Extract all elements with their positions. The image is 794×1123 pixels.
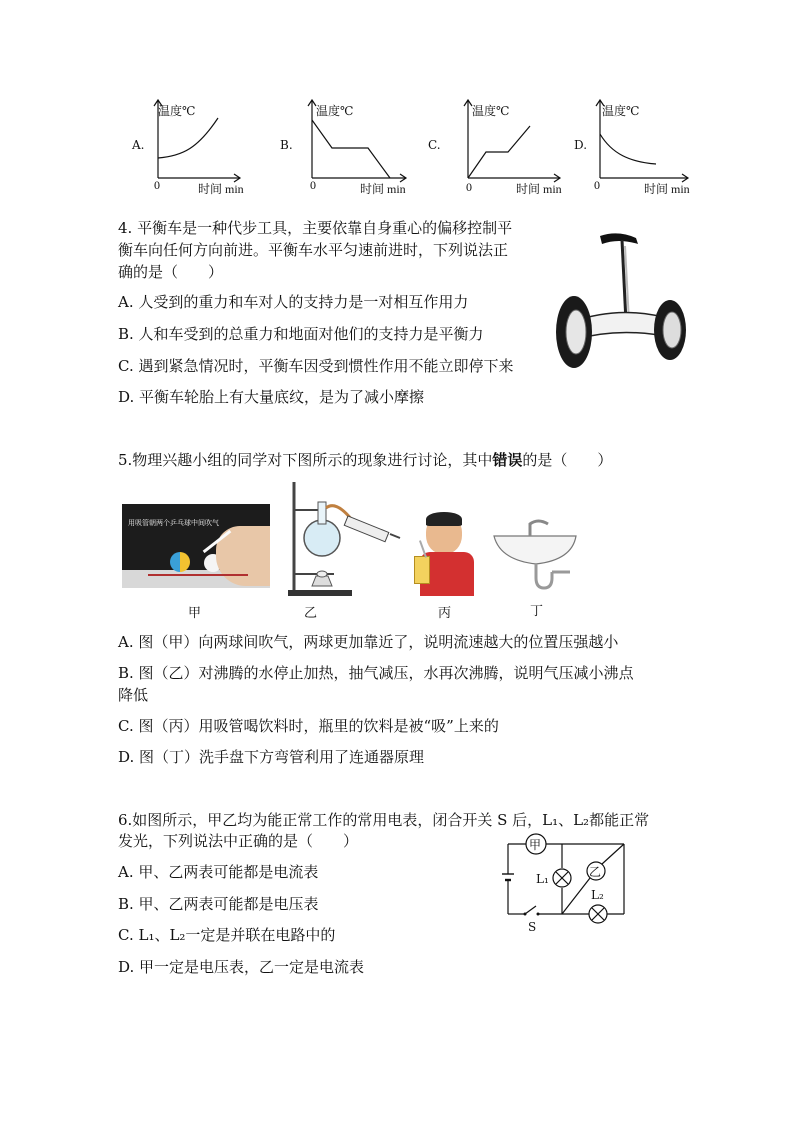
circuit-lamp2-label: L₂ xyxy=(591,888,604,902)
board-caption: 用吸管朝两个乒乓球中间吹气 xyxy=(128,519,219,527)
q6-option-b: B. 甲、乙两表可能都是电压表 xyxy=(118,895,319,913)
graph-origin-label: 0 xyxy=(466,180,472,194)
graph-y-label: 温度℃ xyxy=(158,104,196,118)
graph-c-curve xyxy=(468,126,530,178)
q5-image-ding xyxy=(490,516,580,594)
q5-image-bing xyxy=(412,512,476,596)
graph-b-plot xyxy=(280,98,430,198)
q6-option-c: C. L₁、L₂一定是并联在电路中的 xyxy=(118,926,336,944)
graph-a-curve xyxy=(158,118,218,158)
graph-option-label: A. xyxy=(132,138,145,152)
q6-circuit-diagram xyxy=(498,832,638,938)
q5-option-d: D. 图（丁）洗手盘下方弯管利用了连通器原理 xyxy=(118,748,425,766)
graph-origin-label: 0 xyxy=(310,178,316,192)
graph-option-label: D. xyxy=(574,138,588,152)
q5-option-b-cont: 降低 xyxy=(118,686,149,704)
circuit-lamp1-label: L₁ xyxy=(536,872,549,886)
graph-c xyxy=(424,98,584,198)
graph-option-label: B. xyxy=(280,138,293,152)
graph-origin-label: 0 xyxy=(154,178,160,192)
q4-option-b: B. 人和车受到的总重力和地面对他们的支持力是平衡力 xyxy=(118,325,484,343)
circuit-meter-yi-label: 乙 xyxy=(589,865,602,879)
graph-y-label: 温度℃ xyxy=(472,104,510,118)
q4-option-c: C. 遇到紧急情况时，平衡车因受到惯性作用不能立即停下来 xyxy=(118,357,514,375)
q5-stem xyxy=(118,450,612,470)
q5-image-jia xyxy=(122,504,270,588)
q4-option-d: D. 平衡车轮胎上有大量底纹，是为了减小摩擦 xyxy=(118,388,425,406)
q4-stem-line-2: 衡车向任何方向前进。平衡车水平匀速前进时，下列说法正 xyxy=(118,241,509,259)
q5-image-yi xyxy=(282,480,402,598)
q5-caption-bing: 丙 xyxy=(438,606,452,621)
circuit-switch-label: S xyxy=(528,920,537,934)
q6-option-d: D. 甲一定是电压表，乙一定是电流表 xyxy=(118,958,365,976)
q5-caption-jia: 甲 xyxy=(188,606,202,621)
q5-stem-bold: 错误 xyxy=(492,451,523,469)
graph-b-curve xyxy=(312,120,390,178)
graph-c-plot xyxy=(424,98,584,198)
graph-origin-label: 0 xyxy=(594,178,600,192)
q5-stem-after: 的是（ ） xyxy=(522,451,613,469)
graph-a-plot xyxy=(128,98,278,198)
q4-stem-line-1: 4. 平衡车是一种代步工具，主要依靠自身重心的偏移控制平 xyxy=(118,219,513,237)
q5-stem-before: 5.物理兴趣小组的同学对下图所示的现象进行讨论，其中 xyxy=(118,451,493,469)
q5-option-b: B. 图（乙）对沸腾的水停止加热，抽气减压，水再次沸腾，说明气压减小沸点 xyxy=(118,664,634,682)
graph-d-plot xyxy=(572,98,722,198)
q6-option-a: A. 甲、乙两表可能都是电流表 xyxy=(118,863,319,881)
graph-d xyxy=(572,98,722,198)
graph-y-label: 温度℃ xyxy=(316,104,354,118)
circuit-meter-jia-label: 甲 xyxy=(529,838,542,852)
q4-stem-line-3: 确的是（ ） xyxy=(118,263,224,281)
graph-x-label: 时间 min xyxy=(198,182,244,196)
graph-x-label: 时间 min xyxy=(360,182,406,196)
balance-scooter-image xyxy=(552,226,692,374)
graph-x-label: 时间 min xyxy=(644,182,690,196)
q5-caption-yi: 乙 xyxy=(304,606,318,621)
q6-stem-line-1: 6.如图所示，甲乙均为能正常工作的常用电表，闭合开关 S 后，L₁、L₂都能正常 xyxy=(118,811,650,829)
graph-a xyxy=(128,98,278,198)
graph-b xyxy=(280,98,430,198)
q6-stem-line-2: 发光，下列说法中正确的是（ ） xyxy=(118,832,359,850)
q4-option-a: A. 人受到的重力和车对人的支持力是一对相互作用力 xyxy=(118,293,469,311)
graph-x-label: 时间 min xyxy=(516,182,562,196)
graph-option-label: C. xyxy=(428,138,441,152)
q5-caption-ding: 丁 xyxy=(530,604,544,619)
q5-option-c: C. 图（丙）用吸管喝饮料时，瓶里的饮料是被“吸”上来的 xyxy=(118,717,499,735)
graph-d-curve xyxy=(600,134,656,164)
q5-option-a: A. 图（甲）向两球间吹气，两球更加靠近了，说明流速越大的位置压强越小 xyxy=(118,633,619,651)
graph-y-label: 温度℃ xyxy=(602,104,640,118)
